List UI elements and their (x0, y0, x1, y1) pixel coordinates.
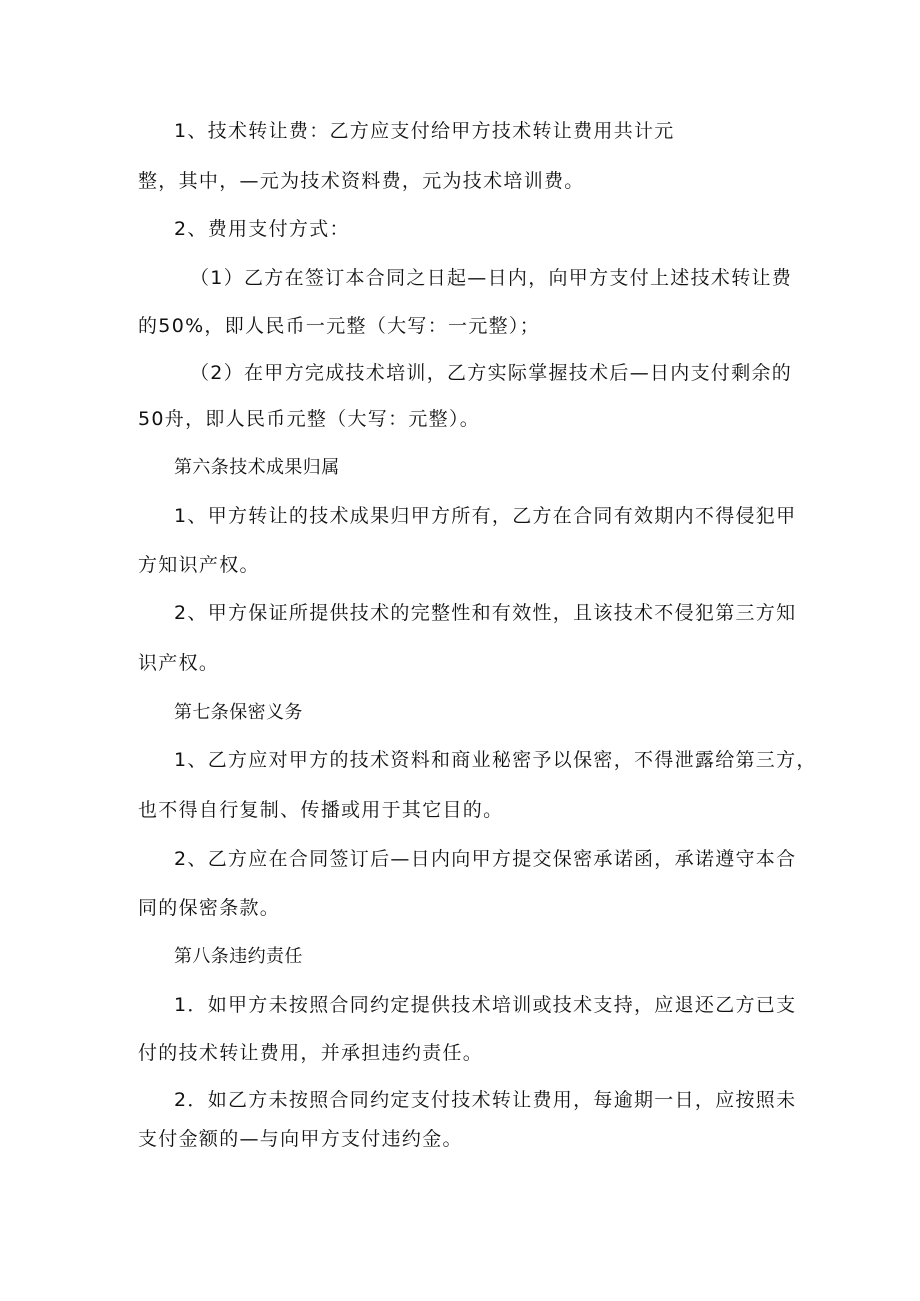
clause5-item2: 2、费用支付方式： (174, 218, 350, 240)
clause5-item1-line2: 整，其中，—元为技术资料费，元为技术培训费。 (138, 170, 585, 192)
clause8-item2-line1: 2．如乙方未按照合同约定支付技术转让费用，每逾期一日，应按照未 (174, 1089, 797, 1111)
clause6-item1-line1: 1、甲方转让的技术成果归甲方所有，乙方在合同有效期内不得侵犯甲 (174, 505, 797, 527)
clause7-item2-line2: 同的保密条款。 (138, 897, 281, 919)
clause8-item1-line2: 付的技术转让费用，并承担违约责任。 (138, 1042, 484, 1064)
clause8-title: 第八条违约责任 (174, 946, 303, 967)
clause5-sub2-line1: （2）在甲方完成技术培训，乙方实际掌握技术后—日内支付剩余的 (190, 362, 793, 384)
clause7-item1-line2: 也不得自行复制、传播或用于其它目的。 (138, 799, 504, 821)
clause7-item2-line1: 2、乙方应在合同签订后—日内向甲方提交保密承诺函，承诺遵守本合 (174, 848, 797, 870)
clause7-title: 第七条保密义务 (174, 702, 303, 723)
clause6-item2-line1: 2、甲方保证所提供技术的完整性和有效性，且该技术不侵犯第三方知 (174, 602, 797, 624)
clause5-sub1-line1: （1）乙方在签订本合同之日起—日内，向甲方支付上述技术转让费 (190, 267, 793, 289)
clause6-item1-line2: 方知识产权。 (138, 554, 260, 576)
clause8-item1-line1: 1．如甲方未按照合同约定提供技术培训或技术支持，应退还乙方已支 (174, 994, 797, 1016)
clause5-item1-line1: 1、技术转让费：乙方应支付给甲方技术转让费用共计元 (174, 120, 675, 142)
clause5-sub2-line2: 50舟，即人民币元整（大写：元整）。 (138, 408, 481, 430)
clause7-item1-line1: 1、乙方应对甲方的技术资料和商业秘密予以保密，不得泄露给第三方， (174, 749, 817, 771)
clause6-item2-line2: 识产权。 (138, 652, 220, 674)
clause6-title: 第六条技术成果归属 (174, 457, 340, 478)
clause8-item2-line2: 支付金额的—与向甲方支付违约金。 (138, 1128, 463, 1150)
clause5-sub1-line2: 的50%，即人民币一元整（大写：一元整）； (138, 315, 541, 337)
